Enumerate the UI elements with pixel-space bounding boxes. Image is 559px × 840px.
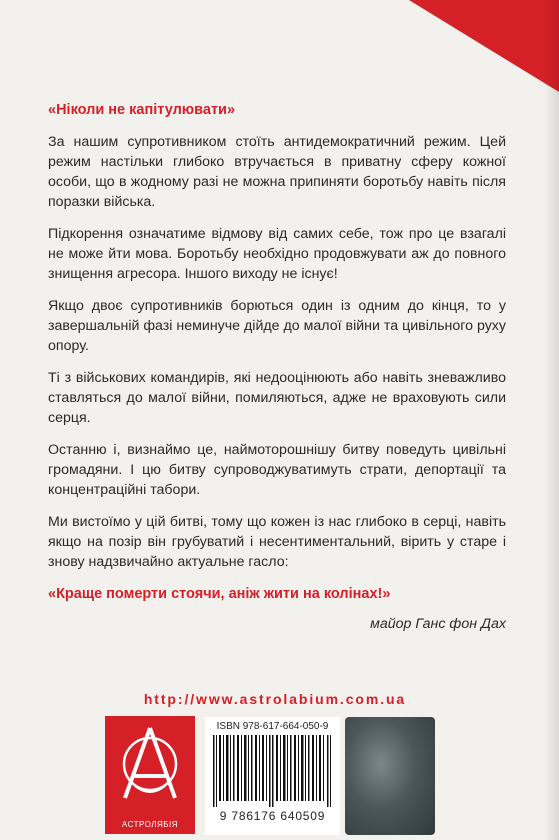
back-cover-text (48, 100, 506, 634)
barcode-bars (211, 735, 334, 807)
hologram-sticker-icon (345, 717, 435, 835)
paragraph-5: Останню і, визнаймо це, наймоторошнішу битву поведуть цивільні громадяни. І цю битву супроводжуватимуть страти, депортації та концентраційні табори. (48, 442, 506, 498)
corner-decoration (409, 0, 559, 92)
barcode-number: 9 786176 640509 (219, 809, 326, 823)
paragraph-3: Якщо двоє супротивників борються один із одним до кінця, то у завершальній фазі неминуче дійде до малої війни та цивільного руху опору. (48, 298, 506, 354)
paragraph-6: Ми вистоїмо у цій битві, тому що кожен із нас глибоко в серці, навіть якщо на позір він грубуватий і несентиментальний, вірить у старе і знову надзвичайно актуальне гасло: (48, 514, 506, 570)
signature: майор Ганс фон Дах (370, 616, 506, 632)
barcode-icon (205, 717, 340, 835)
spine-shadow (543, 0, 559, 840)
motto: «Краще померти стоячи, аніж жити на колінах!» (48, 586, 391, 602)
publisher-logo-icon (105, 716, 195, 834)
isbn: ISBN 978-617-664-050-9 (216, 721, 329, 732)
publisher-url[interactable]: http://www.astrolabium.com.ua (143, 691, 407, 707)
publisher-name: АСТРОЛЯБІЯ (121, 820, 179, 829)
paragraph-2: Підкорення означатиме відмову від самих себе, тож про це взагалі не може йти мова. Боротьбу необхідно продовжувати аж до повного знищення агресора. Іншого виходу не існує! (48, 226, 506, 282)
paragraph-1: За нашим супротивником стоїть антидемократичний режим. Цей режим настільки глибоко втручається в приватну сферу кожної особи, що в жодному разі не можна припиняти боротьбу навіть після поразки війська. (48, 134, 506, 210)
heading: «Ніколи не капітулювати» (48, 102, 236, 118)
paragraph-4: Ті з військових командирів, які недооцінюють або навіть зневажливо ставляться до малої війни, помиляються, адже не враховують сили серця. (48, 370, 506, 426)
